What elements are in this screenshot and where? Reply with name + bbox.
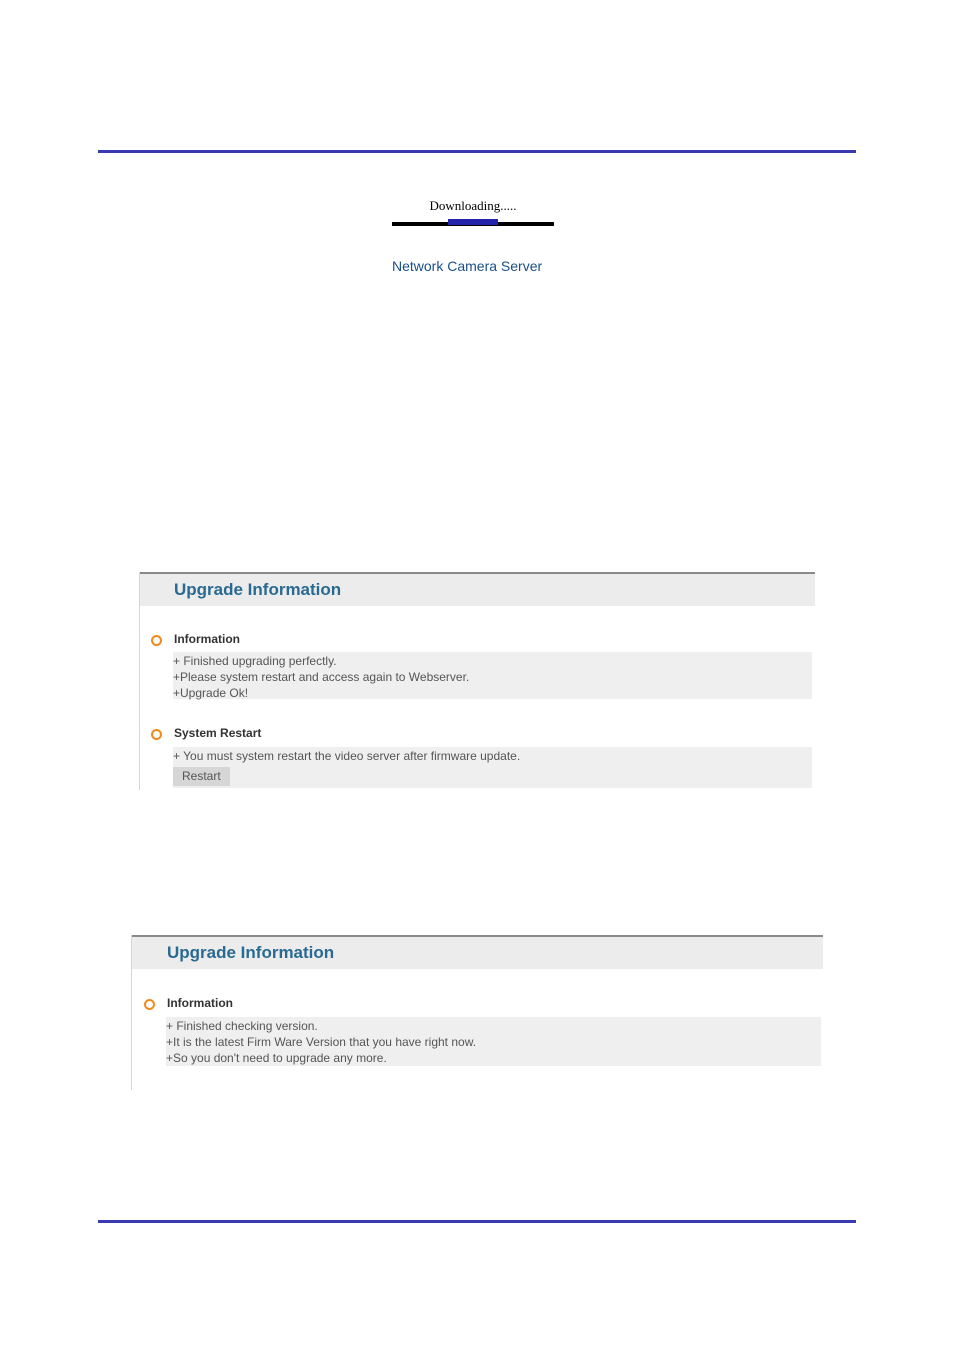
download-progress-fill	[448, 219, 498, 225]
bullet-icon	[151, 729, 162, 740]
bottom-rule	[98, 1220, 856, 1223]
restart-note: + You must system restart the video server after firmware update.	[173, 749, 521, 763]
panel-header	[132, 935, 823, 969]
panel-title: Upgrade Information	[167, 943, 335, 962]
bullet-icon	[151, 635, 162, 646]
restart-button[interactable]: Restart	[173, 767, 230, 786]
information-heading: Information	[167, 996, 233, 1010]
download-indicator	[392, 196, 554, 226]
info-line: + Finished upgrading perfectly.	[173, 654, 337, 668]
info-line: +Upgrade Ok!	[173, 686, 249, 700]
downloading-label: Downloading.....	[429, 198, 517, 213]
bullet-icon	[144, 999, 155, 1010]
info-line: +Please system restart and access again to Webserver.	[173, 670, 470, 684]
info-line: + Finished checking version.	[166, 1019, 318, 1033]
server-name: Network Camera Server	[392, 258, 543, 274]
panel-title: Upgrade Information	[174, 580, 342, 599]
system-restart-heading: System Restart	[174, 726, 262, 740]
info-line: +It is the latest Firm Ware Version that you have right now.	[166, 1035, 477, 1049]
info-line: +So you don't need to upgrade any more.	[166, 1051, 387, 1065]
information-heading: Information	[174, 632, 240, 646]
information-content	[173, 652, 812, 699]
system-restart-content	[173, 747, 812, 788]
download-progress-bar	[392, 222, 554, 226]
top-rule	[98, 150, 856, 153]
upgrade-info-panel-success	[139, 572, 815, 790]
upgrade-info-panel-latest	[131, 935, 823, 1090]
panel-header	[140, 572, 815, 606]
information-content	[166, 1017, 821, 1066]
